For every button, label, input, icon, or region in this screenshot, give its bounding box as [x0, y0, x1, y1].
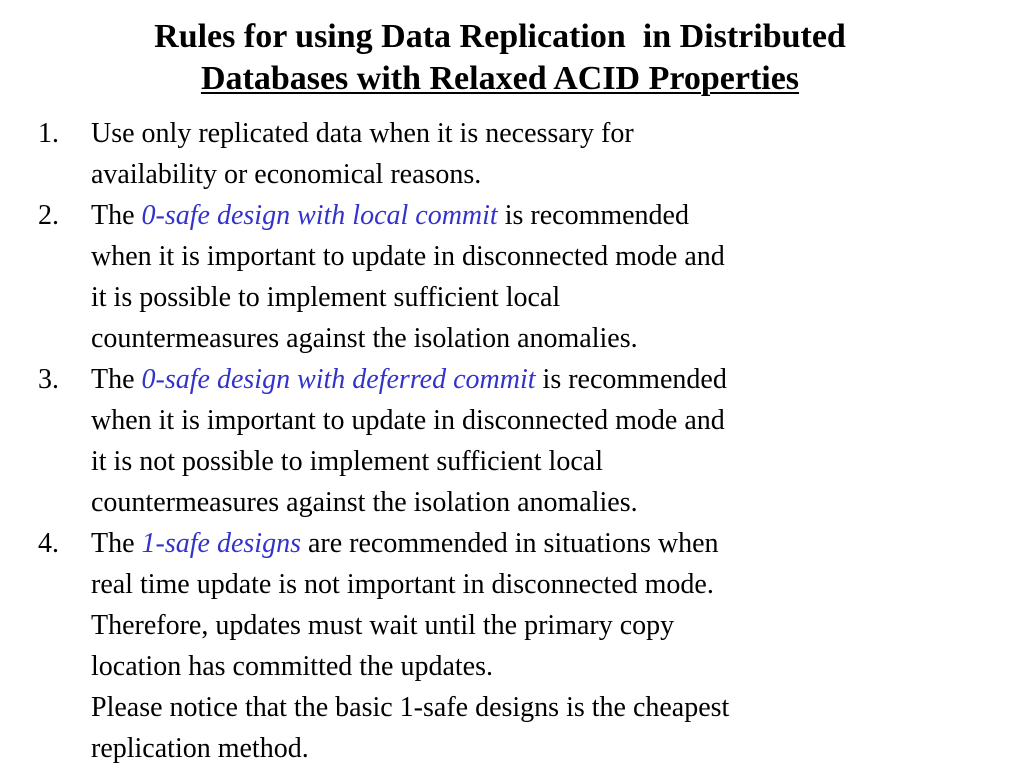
rule-emphasis: 1-safe designs — [141, 528, 301, 559]
rule-prefix: The — [91, 528, 142, 559]
rule-number: 1. — [38, 118, 59, 149]
rule-item-2 — [38, 195, 938, 359]
rule-text — [91, 113, 938, 195]
rule-line: Use only replicated data when it is necessary for — [91, 118, 634, 149]
rule-text — [91, 359, 938, 523]
rule-suffix: is recommended — [497, 200, 689, 231]
rule-line: when it is important to update in disconnected mode and — [91, 405, 725, 436]
rule-item-3 — [38, 359, 938, 523]
rule-suffix: are recommended in situations when — [300, 528, 719, 559]
rule-prefix: The — [91, 364, 142, 395]
rule-emphasis: 0-safe design with deferred commit — [141, 364, 536, 395]
rule-line: availability or economical reasons. — [91, 159, 482, 190]
rule-prefix: The — [91, 200, 142, 231]
rule-text — [91, 195, 938, 359]
rule-line: countermeasures against the isolation anomalies. — [91, 323, 638, 354]
slide-title — [0, 16, 1000, 100]
rule-line: replication method. — [91, 733, 309, 764]
rule-line: Therefore, updates must wait until the primary copy — [91, 610, 675, 641]
rule-number: 4. — [38, 528, 59, 559]
rule-item-1 — [38, 113, 938, 195]
rule-line — [91, 195, 938, 236]
rule-line: countermeasures against the isolation anomalies. — [91, 487, 638, 518]
rule-item-4 — [38, 523, 938, 769]
rule-emphasis: 0-safe design with local commit — [141, 200, 498, 231]
title-line-1: Rules for using Data Replication in Distributed — [154, 18, 846, 55]
rule-line: it is not possible to implement sufficient local — [91, 446, 603, 477]
rule-line — [91, 523, 938, 564]
rule-line: Please notice that the basic 1-safe designs is the cheapest — [91, 692, 730, 723]
rule-text — [91, 523, 938, 769]
rule-line: when it is important to update in disconnected mode and — [91, 241, 725, 272]
rule-line — [91, 359, 938, 400]
rule-line: it is possible to implement sufficient local — [91, 282, 561, 313]
rule-line: real time update is not important in disconnected mode. — [91, 569, 714, 600]
title-line-2: Databases with Relaxed ACID Properties — [200, 60, 800, 97]
rule-line: location has committed the updates. — [91, 651, 494, 682]
rule-number: 2. — [38, 200, 59, 231]
rule-number: 3. — [38, 364, 59, 395]
rules-list — [38, 113, 938, 769]
rule-suffix: is recommended — [535, 364, 727, 395]
